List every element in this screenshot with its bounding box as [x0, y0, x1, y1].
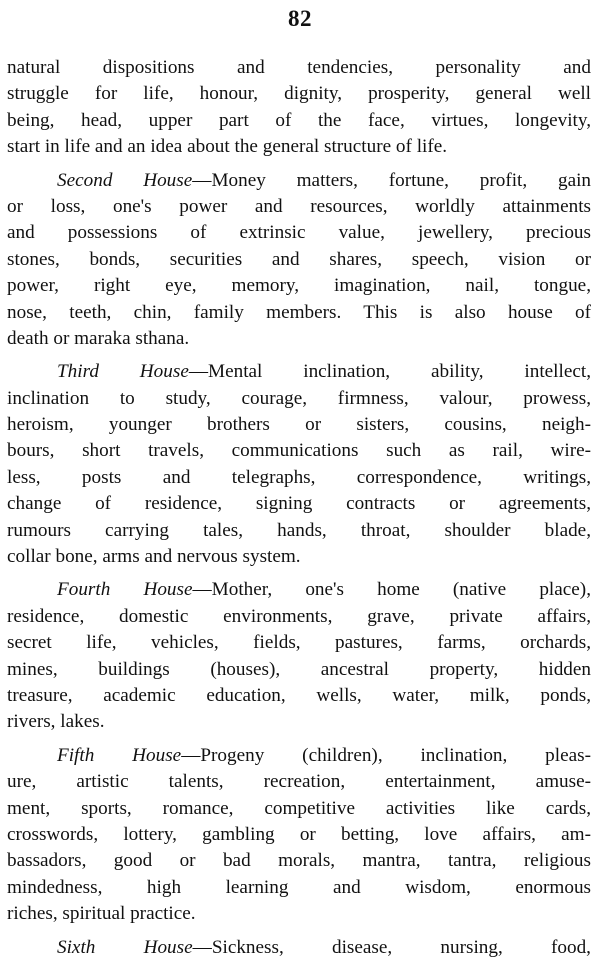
- section-heading: Sixth House: [57, 936, 193, 958]
- section-heading: Fifth House: [57, 744, 182, 766]
- text-run: —Mother, one's home (native place),: [192, 579, 591, 601]
- paragraph-sixth-house: [7, 935, 591, 961]
- text-line: [7, 743, 591, 769]
- text-line: [7, 577, 591, 603]
- text-line: less, posts and telegraphs, correspondence, writings,: [7, 466, 591, 488]
- text-line: mindedness, high learning and wisdom, enormous: [7, 876, 591, 898]
- text-line: rumours carrying tales, hands, throat, shoulder blade,: [7, 519, 591, 541]
- text-line: change of residence, signing contracts or agreements,: [7, 493, 591, 515]
- text-line: residence, domestic environments, grave, private affairs,: [7, 605, 591, 627]
- text-line: [7, 168, 591, 194]
- text-line: treasure, academic education, wells, water, milk, ponds,: [7, 684, 591, 706]
- text-line: ment, sports, romance, competitive activities like cards,: [7, 797, 591, 819]
- text-line: being, head, upper part of the face, virtues, longevity,: [7, 109, 591, 131]
- paragraph-fifth-house: [7, 743, 591, 928]
- page-number: 82: [288, 6, 312, 31]
- section-heading: Fourth House: [57, 579, 193, 601]
- text-run: —Progeny (children), inclination, pleas-: [181, 744, 591, 766]
- text-line: start in life and an idea about the general structure of life.: [7, 136, 448, 158]
- text-line: bassadors, good or bad morals, mantra, tantra, religious: [7, 850, 591, 872]
- text-line: or loss, one's power and resources, worldly attainments: [7, 195, 591, 217]
- text-run: —Sickness, disease, nursing, food,: [192, 936, 591, 958]
- paragraph-continuation: [7, 55, 591, 161]
- text-line: struggle for life, honour, dignity, prosperity, general well: [7, 83, 591, 105]
- text-line: heroism, younger brothers or sisters, cousins, neigh-: [7, 414, 591, 436]
- text-line: ure, artistic talents, recreation, entertainment, amuse-: [7, 771, 591, 793]
- section-heading: Third House: [57, 361, 189, 383]
- page-text: [7, 55, 591, 961]
- text-run: —Money matters, fortune, profit, gain: [192, 169, 591, 191]
- text-line: crosswords, lottery, gambling or betting, love affairs, am-: [7, 823, 591, 845]
- text-line: mines, buildings (houses), ancestral property, hidden: [7, 658, 591, 680]
- text-line: bours, short travels, communications such as rail, wire-: [7, 440, 591, 462]
- text-line: collar bone, arms and nervous system.: [7, 546, 301, 568]
- text-line: death or maraka sthana.: [7, 327, 190, 349]
- text-run: —Mental inclination, ability, intellect,: [188, 361, 591, 383]
- paragraph-third-house: [7, 359, 591, 570]
- text-line: rivers, lakes.: [7, 711, 105, 733]
- text-line: stones, bonds, securities and shares, speech, vision or: [7, 248, 591, 270]
- text-line: inclination to study, courage, firmness, valour, prowess,: [7, 387, 591, 409]
- text-line: [7, 359, 591, 385]
- text-line: [7, 935, 591, 961]
- text-line: nose, teeth, chin, family members. This is also house of: [7, 301, 591, 323]
- text-line: secret life, vehicles, fields, pastures, farms, orchards,: [7, 632, 591, 654]
- paragraph-second-house: [7, 168, 591, 353]
- text-line: riches, spiritual practice.: [7, 903, 196, 925]
- text-line: and possessions of extrinsic value, jewellery, precious: [7, 222, 591, 244]
- paragraph-fourth-house: [7, 577, 591, 735]
- text-line: natural dispositions and tendencies, personality and: [7, 57, 591, 78]
- section-heading: Second House: [57, 169, 193, 191]
- text-line: power, right eye, memory, imagination, nail, tongue,: [7, 275, 591, 297]
